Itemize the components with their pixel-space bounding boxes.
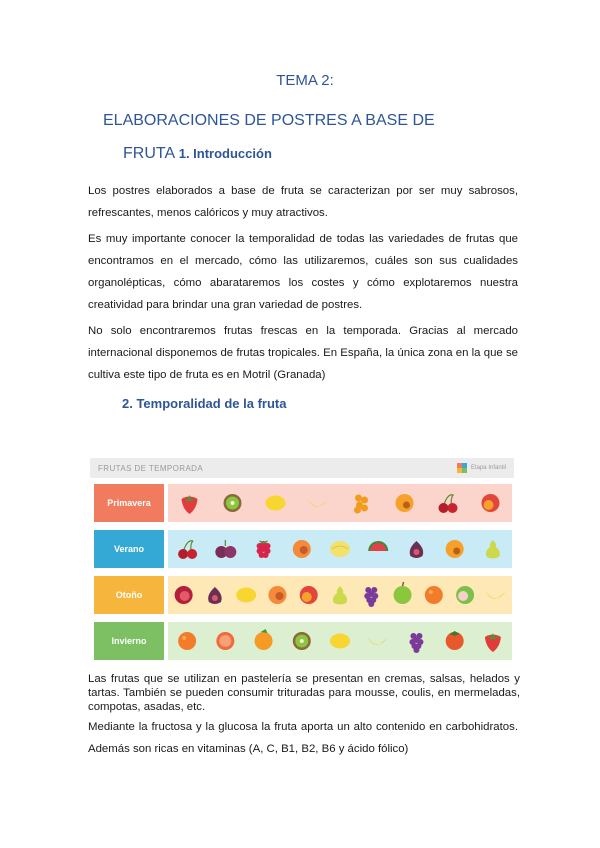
brand-name: Etapa Infantil — [470, 465, 506, 471]
loquat-icon — [354, 495, 368, 514]
banana-icon — [367, 635, 389, 645]
strawberry-icon — [182, 495, 198, 514]
paragraph-tropicales: No solo encontraremos frutas frescas en la temporada. Gracias al mercado internacional disponemos de frutas tropicales. En España, la única zona en la que se cultiva este tipo de fruta es en Motril (Granada) — [88, 325, 518, 381]
persimmon-icon — [446, 631, 464, 650]
apricot-icon — [446, 540, 464, 558]
strawberry-icon — [485, 633, 501, 652]
watermelon-icon — [368, 541, 388, 551]
brand-mark — [457, 463, 506, 473]
pear-icon — [486, 540, 500, 559]
season-label-primavera: Primavera — [94, 484, 164, 522]
main-heading-line2 — [123, 145, 272, 163]
grape-icon — [409, 633, 423, 653]
document-title: TEMA 2: — [276, 72, 334, 89]
paragraph-intro: Los postres elaborados a base de fruta se caracterizan por ser muy sabrosos, refrescantes, menos calóricos y muy atractivos. — [88, 185, 518, 219]
paragraph-nutricion: Mediante la fructosa y la glucosa la fruta aporta un alto contenido en carbohidratos. Además son ricas en vitaminas (A, C, B1, B2, B6 y ácido fólico) — [88, 721, 518, 755]
grapefruit-icon — [216, 632, 234, 650]
apricot-icon — [396, 494, 414, 512]
orange-icon — [178, 632, 196, 650]
nectarine-icon — [300, 586, 318, 604]
lemon-icon — [236, 588, 256, 603]
peach-icon — [268, 586, 286, 604]
fruit-strip-primavera — [168, 484, 512, 522]
kiwi-icon — [224, 494, 242, 512]
season-row-otono — [90, 574, 514, 616]
season-row-invierno — [90, 620, 514, 662]
fruit-icons-2 — [168, 576, 512, 614]
season-row-verano — [90, 528, 514, 570]
fruit-strip-invierno — [168, 622, 512, 660]
grape-icon — [364, 587, 378, 607]
fruit-strip-otono — [168, 576, 512, 614]
orange-icon — [425, 586, 443, 604]
lemon-icon — [330, 634, 350, 649]
raspberry-icon — [257, 541, 271, 558]
paragraph-usos: Las frutas que se utilizan en pastelería se presentan en cremas, salsas, helados y tartas. También se pueden consumir trituradas para mousse, coulis, en mermeladas, compotas, asadas, etc. — [88, 673, 520, 713]
fig-icon — [208, 587, 222, 604]
season-label-otono: Otoño — [94, 576, 164, 614]
melon-icon — [330, 541, 350, 557]
season-row-primavera — [90, 482, 514, 524]
paragraph-temporalidad: Es muy importante conocer la temporalidad de todas las variedades de frutas que encontramos en el mercado, cómo las utilizaremos, cuáles son sus cualidades organolépticas, cómo abarataremos los costes y cómo explotaremos nuestra creatividad para brindar una gran variedad de postres. — [88, 233, 518, 311]
guava-icon — [456, 586, 474, 604]
brand-logo-icon — [457, 463, 467, 473]
section-heading-introduccion: 1. Introducción — [178, 146, 272, 161]
season-label-verano: Verano — [94, 530, 164, 568]
lemon-icon — [266, 496, 286, 511]
mandarin-icon — [255, 629, 273, 650]
fruit-icons-3 — [168, 622, 512, 660]
fruit-strip-verano — [168, 530, 512, 568]
main-heading-line1: ELABORACIONES DE POSTRES A BASE DE — [103, 112, 435, 129]
plum-icon — [215, 540, 236, 558]
nectarine-icon — [482, 494, 500, 512]
kiwi-icon — [293, 632, 311, 650]
cherry-icon — [178, 541, 197, 559]
fig-icon — [410, 541, 424, 558]
seasonal-fruits-infographic — [90, 458, 514, 668]
infographic-header — [90, 458, 514, 478]
fruit-icons-1 — [168, 530, 512, 568]
banana-icon — [485, 589, 507, 599]
section-heading-temporalidad: 2. Temporalidad de la fruta — [122, 396, 287, 411]
main-heading-fruta: FRUTA — [123, 145, 175, 162]
apple-icon — [394, 582, 412, 604]
pear-icon — [333, 586, 347, 605]
season-label-invierno: Invierno — [94, 622, 164, 660]
infographic-title: FRUTAS DE TEMPORADA — [98, 463, 204, 473]
banana-icon — [308, 497, 330, 507]
fruit-icons-0 — [168, 484, 512, 522]
pomegranate-icon — [175, 586, 193, 604]
peach-icon — [293, 540, 311, 558]
cherry-icon — [439, 495, 458, 513]
